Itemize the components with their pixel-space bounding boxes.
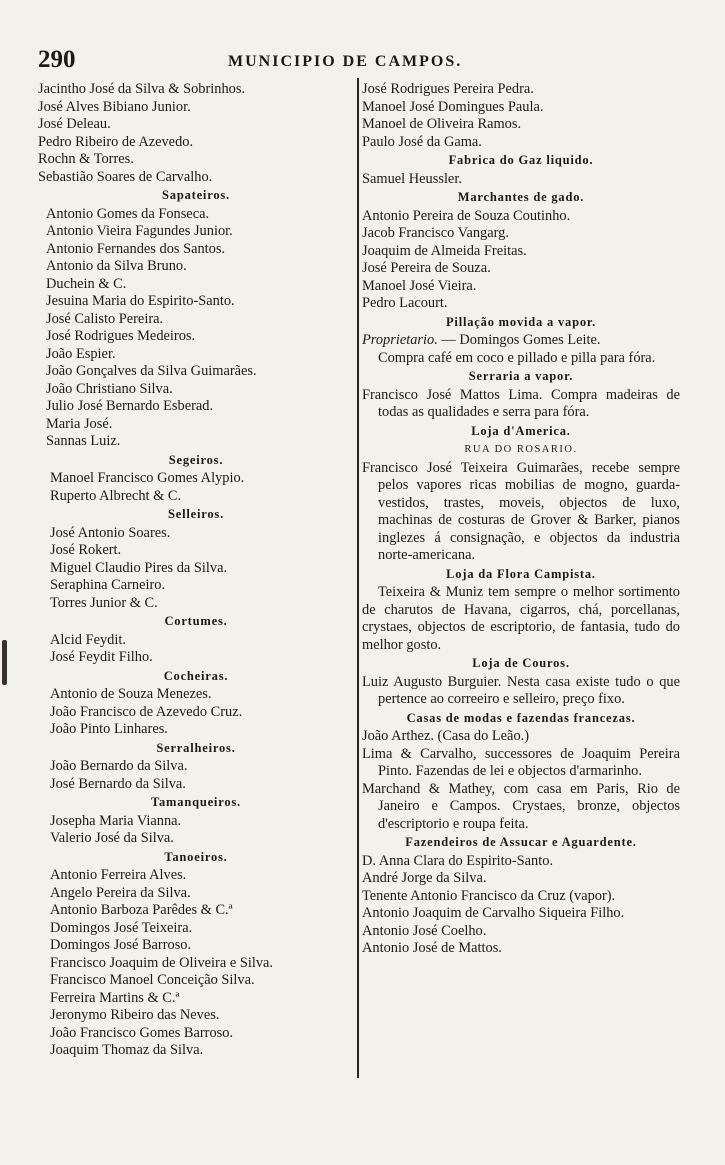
left-column xyxy=(38,81,354,1060)
description-paragraph: Teixeira & Muniz tem sempre o melhor sortimento de charutos de Havana, cigarros, chá, porcellanas, crystaes, objectos de escriptorio, de fantasia, tudo do melhor gosto. xyxy=(362,584,680,653)
right-column xyxy=(362,81,680,958)
directory-entry: José Pereira de Souza. xyxy=(362,260,491,276)
directory-entry: João Pinto Linhares. xyxy=(50,721,168,737)
directory-entry: Manoel José Domingues Paula. xyxy=(362,98,544,115)
directory-entry: Joaquim de Almeida Freitas. xyxy=(362,242,527,259)
directory-entry: Sannas Luiz. xyxy=(46,433,121,449)
business-listing: Francisco José Teixeira Guimarães, recebe sempre pelos vapores ricas mobilias de mogno, guarda-vestidos, trastes, moveis, objectos de luxo, machinas de costuras de Grover & Barker, pianos inglezes á consignação, e objectos da industria norte-americana. xyxy=(362,459,680,563)
directory-entry: José Rodrigues Pereira Pedra. xyxy=(362,81,534,97)
directory-entry: Joaquim Thomaz da Silva. xyxy=(50,1042,204,1058)
section-heading: Loja de Couros. xyxy=(472,656,570,670)
section-subheading: RUA DO ROSARIO. xyxy=(464,444,578,455)
directory-entry: José Deleau. xyxy=(38,116,111,132)
entry-text: — Domingos Gomes Leite. xyxy=(437,332,601,348)
directory-entry: Paulo José da Gama. xyxy=(362,133,482,150)
directory-entry: Antonio José Coelho. xyxy=(362,922,487,939)
running-title: MUNICIPIO DE CAMPOS. xyxy=(228,53,463,70)
section-heading: Casas de modas e fazendas francezas. xyxy=(406,710,636,725)
directory-entry: José Bernardo da Silva. xyxy=(50,775,186,792)
directory-entry: Sebastião Soares de Carvalho. xyxy=(38,168,213,185)
directory-entry: Jesuina Maria do Espirito-Santo. xyxy=(46,293,235,309)
directory-entry: Jacob Francisco Vangarg. xyxy=(362,225,509,241)
directory-entry: Antonio Fernandes dos Santos. xyxy=(46,240,226,257)
directory-entry: Antonio Vieira Fagundes Junior. xyxy=(46,223,233,239)
section-heading: Tanoeiros. xyxy=(164,849,228,864)
directory-entry: Seraphina Carneiro. xyxy=(50,577,166,593)
directory-entry: Antonio da Silva Bruno. xyxy=(46,258,187,274)
directory-entry: Jeronymo Ribeiro das Neves. xyxy=(50,1007,220,1023)
directory-entry: João Francisco Gomes Barroso. xyxy=(50,1024,234,1041)
page-header xyxy=(0,46,725,80)
section-heading: Pillação movida a vapor. xyxy=(446,314,596,329)
directory-entry: João Bernardo da Silva. xyxy=(50,758,188,774)
section-heading: Marchantes de gado. xyxy=(457,190,585,204)
business-listing: Marchand & Mathey, com casa em Paris, Rio de Janeiro e Campos. Crystaes, bronze, objectos d'escriptorio e roupa feita. xyxy=(362,780,680,832)
section-heading: Loja da Flora Campista. xyxy=(446,566,596,581)
directory-entry: Ferreira Martins & C.ª xyxy=(50,989,180,1006)
directory-entry: Miguel Claudio Pires da Silva. xyxy=(50,559,228,576)
directory-entry: Torres Junior & C. xyxy=(50,594,158,611)
section-heading: Fazendeiros de Assucar e Aguardente. xyxy=(405,835,637,849)
directory-entry: Julio José Bernardo Esberad. xyxy=(46,398,214,414)
directory-entry: Ruperto Albrecht & C. xyxy=(50,487,182,504)
directory-entry: João Christiano Silva. xyxy=(46,380,173,397)
directory-entry: João Arthez. (Casa do Leão.) xyxy=(362,728,530,744)
section-heading: Cocheiras. xyxy=(163,668,229,683)
page-number: 290 xyxy=(38,46,76,73)
directory-entry: João Gonçalves da Silva Guimarães. xyxy=(46,363,257,379)
directory-entry: Antonio Pereira de Souza Coutinho. xyxy=(362,207,571,224)
description-paragraph: Compra café em coco e pillado e pilla para fóra. xyxy=(378,349,656,366)
directory-entry: Valerio José da Silva. xyxy=(50,830,174,846)
directory-entry: Manoel de Oliveira Ramos. xyxy=(362,116,522,132)
directory-entry: José Alves Bibiano Junior. xyxy=(38,98,191,115)
directory-entry: Antonio José de Mattos. xyxy=(362,940,502,956)
directory-entry: Josepha Maria Vianna. xyxy=(50,812,182,829)
directory-entry: Antonio Joaquim de Carvalho Siqueira Filho. xyxy=(362,905,625,921)
directory-entry: José Feydit Filho. xyxy=(50,649,153,665)
directory-entry: Angelo Pereira da Silva. xyxy=(50,884,191,901)
directory-entry: Domingos José Teixeira. xyxy=(50,919,193,936)
entry-label: Proprietario. xyxy=(362,332,438,348)
directory-entry: Antonio Gomes da Fonseca. xyxy=(46,205,210,222)
directory-entry: Alcid Feydit. xyxy=(50,631,126,648)
directory-entry: Domingos José Barroso. xyxy=(50,937,192,953)
section-heading: Segeiros. xyxy=(168,452,224,467)
section-heading: Loja d'America. xyxy=(471,423,571,438)
directory-entry: D. Anna Clara do Espirito-Santo. xyxy=(362,852,554,869)
directory-entry: Pedro Lacourt. xyxy=(362,295,448,311)
directory-entry: José Calisto Pereira. xyxy=(46,310,164,327)
business-listing: Luiz Augusto Burguier. Nesta casa existe tudo o que pertence ao correeiro e selleiro, preço fixo. xyxy=(362,673,680,707)
directory-entry: Antonio Ferreira Alves. xyxy=(50,867,187,883)
directory-entry: Antonio Barboza Parêdes & C.ª xyxy=(50,902,233,918)
section-heading: Cortumes. xyxy=(164,614,228,628)
section-heading: Fabrica do Gaz liquido. xyxy=(448,153,594,167)
directory-entry: Pedro Ribeiro de Azevedo. xyxy=(38,133,194,150)
directory-entry: José Rodrigues Medeiros. xyxy=(46,328,196,344)
section-heading: Sapateiros. xyxy=(162,188,230,202)
section-heading: Tamanqueiros. xyxy=(151,795,241,809)
section-heading: Selleiros. xyxy=(167,507,225,521)
section-heading: Serraria a vapor. xyxy=(468,369,574,383)
directory-entry: João Francisco de Azevedo Cruz. xyxy=(50,703,243,720)
directory-entry: Tenente Antonio Francisco da Cruz (vapor). xyxy=(362,887,616,904)
directory-entry: André Jorge da Silva. xyxy=(362,870,487,886)
directory-entry: Maria José. xyxy=(46,415,113,432)
directory-entry: Francisco Manoel Conceição Silva. xyxy=(50,972,255,988)
directory-entry: José Rokert. xyxy=(50,542,122,558)
margin-stain xyxy=(2,640,7,685)
directory-entry: Duchein & C. xyxy=(46,275,127,292)
directory-entry: Jacintho José da Silva & Sobrinhos. xyxy=(38,81,246,97)
business-listing: Lima & Carvalho, successores de Joaquim Pereira Pinto. Fazendas de lei e objectos d'armarinho. xyxy=(362,745,680,779)
directory-entry: Manoel José Vieira. xyxy=(362,277,477,294)
directory-entry: José Antonio Soares. xyxy=(50,524,171,541)
directory-entry: Antonio de Souza Menezes. xyxy=(50,686,212,702)
directory-entry: Manoel Francisco Gomes Alypio. xyxy=(50,470,245,486)
business-listing: Francisco José Mattos Lima. Compra madeiras de todas as qualidades e serra para fóra. xyxy=(362,386,680,420)
directory-entry: Francisco Joaquim de Oliveira e Silva. xyxy=(50,954,273,971)
directory-entry: Rochn & Torres. xyxy=(38,151,134,167)
column-divider xyxy=(357,78,359,1078)
directory-entry: João Espier. xyxy=(46,345,116,362)
labelled-entry xyxy=(362,332,680,350)
section-heading: Serralheiros. xyxy=(156,740,236,755)
directory-entry: Samuel Heussler. xyxy=(362,170,462,187)
